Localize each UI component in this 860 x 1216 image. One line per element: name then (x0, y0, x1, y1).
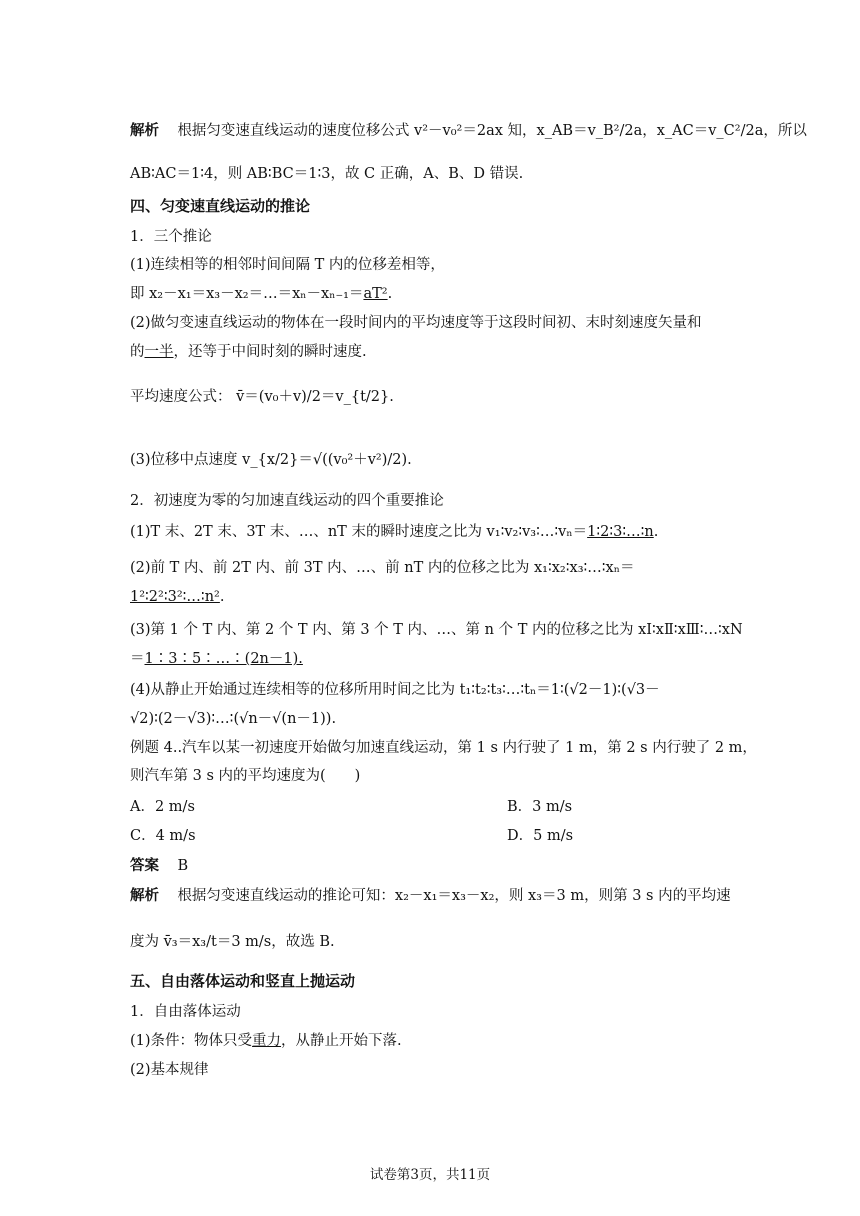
answer-blank: 重力 (252, 1033, 282, 1049)
answer-label: 答案 (130, 857, 159, 874)
section-heading-4: 四、匀变速直线运动的推论 (130, 197, 311, 215)
zero-initial-inference-1: (1)T 末、2T 末、3T 末、…、nT 末的瞬时速度之比为 v₁∶v₂∶v₃∶…∶vₙ＝1∶2∶3∶…∶n. (130, 524, 659, 540)
solution-label: 解析 (130, 122, 159, 139)
zero-initial-inference-2-cont: 1²∶2²∶3²∶…∶n². (130, 589, 225, 605)
free-fall-condition: (1)条件：物体只受重力，从静止开始下落. (130, 1033, 402, 1049)
formula-text: v_{x/2}＝√((v₀²＋v²)/2). (242, 452, 412, 468)
answer-line (130, 856, 730, 876)
answer-blank: aT² (363, 286, 388, 302)
solution-text: 根据匀变速直线运动的速度位移公式 v²－v₀²＝2ax 知，x_AB＝v_B²/2a，x_AC＝v_C²/2a，所以 (177, 123, 807, 139)
zero-initial-inference-2: (2)前 T 内、前 2T 内、前 3T 内、…、前 nT 内的位移之比为 x₁∶x₂∶x₃∶…∶xₙ＝ (130, 560, 635, 576)
solution-line-1 (130, 121, 807, 141)
inference-1-formula: 即 x₂－x₁＝x₃－x₂＝…＝xₙ－xₙ₋₁＝aT². (130, 286, 393, 302)
subsection-free-fall: 1．自由落体运动 (130, 1004, 241, 1020)
page-footer: 试卷第3页，共11页 (369, 1167, 491, 1183)
option-c: C．4 m/s (130, 828, 196, 844)
option-a: A．2 m/s (130, 799, 195, 815)
answer-blank: 一半 (144, 344, 174, 360)
example-solution-line-2: 度为 v̄₃＝x₃/t＝3 m/s，故选 B. (130, 934, 335, 950)
answer-blank: 1²∶2²∶3²∶…∶n² (130, 589, 220, 605)
section-heading-5: 五、自由落体运动和竖直上抛运动 (130, 972, 356, 990)
displacement-midpoint-velocity: (3)位移中点速度 v_{x/2}＝√((v₀²＋v²)/2). (130, 452, 412, 468)
example-4-question: 例题 4..汽车以某一初速度开始做匀加速直线运动，第 1 s 内行驶了 1 m，第 2 s 内行驶了 2 m， (130, 740, 757, 756)
answer-blank: 1∶2∶3∶…∶n (587, 524, 654, 540)
options-row-2 (130, 826, 730, 846)
option-d: D．5 m/s (507, 828, 574, 844)
free-fall-basic-law: (2)基本规律 (130, 1062, 209, 1078)
inference-2-cont: 的一半，还等于中间时刻的瞬时速度. (130, 344, 367, 360)
zero-initial-inference-4: (4)从静止开始通过连续相等的位移所用时间之比为 t₁∶t₂∶t₃∶…∶tₙ＝1∶(√2－1)∶(√3－ (130, 682, 660, 698)
zero-initial-inference-3: (3)第 1 个 T 内、第 2 个 T 内、第 3 个 T 内、…、第 n 个 T 内的位移之比为 xⅠ∶xⅡ∶xⅢ∶…∶xN (130, 622, 743, 638)
subsection-four-inferences: 2．初速度为零的匀加速直线运动的四个重要推论 (130, 493, 444, 509)
solution-label: 解析 (130, 887, 159, 904)
formula-text: v̄＝(v₀＋v)/2＝v_{t/2}. (236, 389, 394, 405)
average-velocity-formula: 平均速度公式： v̄＝(v₀＋v)/2＝v_{t/2}. (130, 389, 394, 405)
zero-initial-inference-3-cont: ＝1∶3∶5∶…∶(2n－1). (130, 651, 303, 667)
options-row-1 (130, 797, 730, 817)
option-b: B．3 m/s (507, 799, 573, 815)
example-solution-line-1: 解析 根据匀变速直线运动的推论可知：x₂－x₁＝x₃－x₂，则 x₃＝3 m，则第 3 s 内的平均速 (130, 887, 731, 904)
example-4-question-cont: 则汽车第 3 s 内的平均速度为( ) (130, 768, 361, 784)
answer-blank: 1∶3∶5∶…∶(2n－1). (144, 651, 303, 667)
solution-line-2: AB∶AC＝1∶4，则 AB∶BC＝1∶3，故 C 正确，A、B、D 错误. (130, 166, 524, 182)
zero-initial-inference-4-cont: √2)∶(2－√3)∶…∶(√n－√(n－1)). (130, 711, 337, 727)
inference-2: (2)做匀变速直线运动的物体在一段时间内的平均速度等于这段时间初、末时刻速度矢量和 (130, 315, 702, 331)
inference-1: (1)连续相等的相邻时间间隔 T 内的位移差相等， (130, 257, 445, 273)
subsection-three-inferences: 1．三个推论 (130, 229, 212, 245)
answer-value: B (177, 858, 189, 874)
